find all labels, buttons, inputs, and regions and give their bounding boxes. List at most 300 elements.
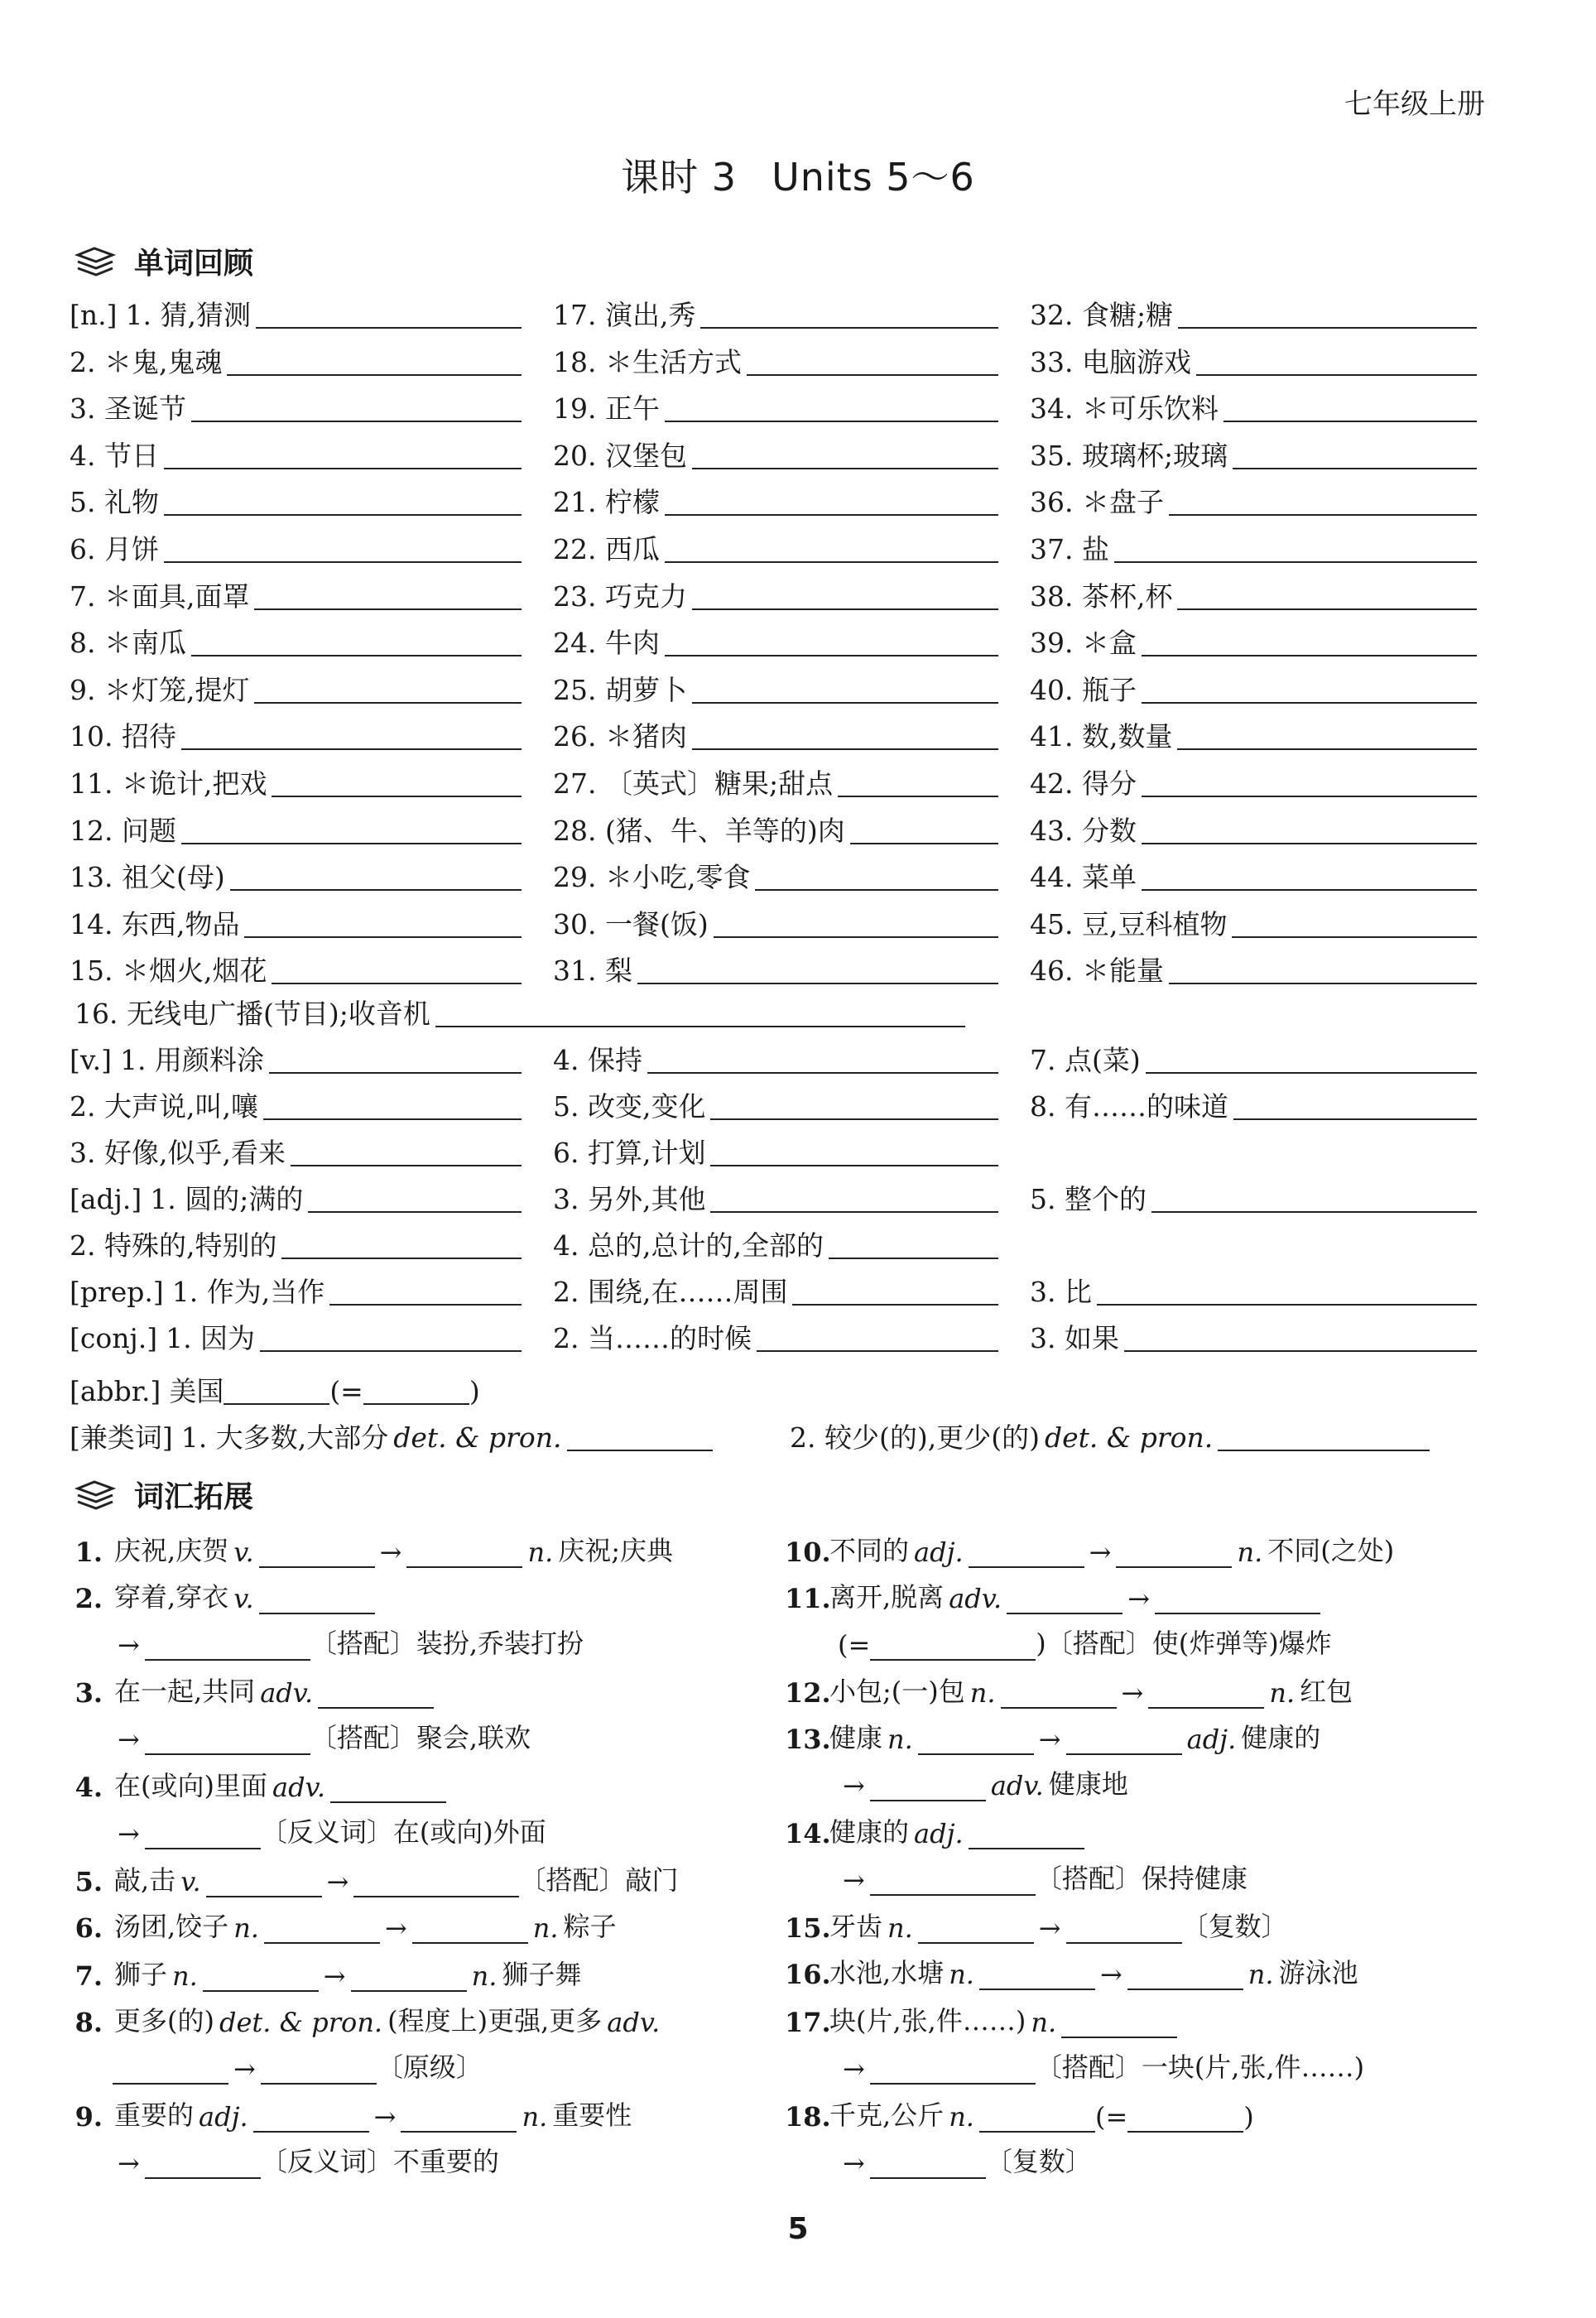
answer-blank[interactable] (351, 1965, 467, 1992)
answer-blank[interactable] (1001, 1682, 1117, 1709)
noun-prompt: 15. ＊烟火,烟花 (70, 955, 267, 988)
noun-item (553, 627, 998, 660)
item-text: 不同(之处) (1267, 1535, 1395, 1566)
noun-item (70, 533, 522, 565)
noun-item (553, 580, 998, 613)
conj-item (553, 1322, 998, 1354)
item-prompt: 1. 用颜料涂 (119, 1044, 264, 1076)
answer-blank[interactable] (1066, 1729, 1182, 1755)
item-text: 小包;(一)包 (829, 1676, 965, 1707)
category-label: [prep.] (70, 1276, 164, 1308)
extension-line (113, 2046, 483, 2085)
arrow-icon: → (843, 2053, 865, 2085)
answer-blank[interactable] (145, 1823, 261, 1849)
answer-blank[interactable] (230, 864, 522, 891)
answer-blank[interactable] (918, 1729, 1034, 1755)
noun-prompt: 45. 豆,豆科植物 (1030, 907, 1228, 940)
answer-blank[interactable] (191, 630, 522, 656)
section-vocab-review (75, 240, 253, 282)
answer-blank[interactable] (1169, 958, 1477, 984)
verb-item (70, 1137, 522, 1169)
item-number: 16. (785, 1959, 831, 1990)
answer-blank[interactable] (253, 2106, 369, 2133)
arrow-icon: → (1121, 1677, 1144, 1709)
answer-blank[interactable] (145, 1634, 310, 1661)
item-text: 红包 (1300, 1676, 1353, 1707)
answer-blank[interactable] (1155, 1588, 1320, 1614)
lesson-number: 课时 3 (621, 155, 738, 200)
answer-blank[interactable] (1142, 677, 1477, 704)
answer-blank[interactable] (1218, 1425, 1430, 1451)
item-text: (程度上)更强,更多 (387, 2005, 603, 2037)
item-text: 不同的 (829, 1535, 910, 1566)
noun-item (70, 301, 522, 329)
noun-16: 16. 无线电广播(节目);收音机 (75, 998, 430, 1030)
answer-blank[interactable] (1142, 864, 1477, 891)
answer-blank[interactable] (191, 396, 522, 422)
answer-blank[interactable] (281, 1233, 522, 1259)
pos-label: n. (949, 2101, 974, 2133)
item-number: 4. (75, 1772, 103, 1803)
item-prompt: 2. 围绕,在……周围 (553, 1276, 788, 1308)
pos-label: n. (1269, 1677, 1296, 1709)
extension-line (785, 1576, 1320, 1614)
adj-item (1030, 1185, 1477, 1213)
answer-blank[interactable] (181, 818, 522, 844)
item-text: 更多(的) (114, 2005, 214, 2037)
answer-blank[interactable] (164, 443, 522, 469)
answer-blank[interactable] (263, 1094, 522, 1120)
noun-prompt: 12. 问题 (70, 814, 176, 847)
answer-blank[interactable] (308, 1186, 522, 1213)
extension-line (785, 1906, 1288, 1944)
pos-label: adj. (914, 1537, 964, 1568)
item-number: 3. (75, 1677, 103, 1709)
answer-blank[interactable] (260, 1325, 522, 1352)
answer-blank[interactable] (412, 1917, 528, 1944)
noun-item (553, 673, 998, 706)
answer-blank[interactable] (1124, 1325, 1477, 1352)
prep-item (553, 1278, 998, 1306)
answer-blank[interactable] (710, 1140, 998, 1166)
noun-prompt: 3. 圣诞节 (70, 392, 186, 426)
noun-item (70, 814, 522, 847)
answer-blank[interactable] (1196, 349, 1477, 376)
answer-blank[interactable] (757, 1325, 998, 1352)
item-text: 块(片,张,件……) (829, 2005, 1026, 2037)
noun-prompt: 43. 分数 (1030, 814, 1137, 847)
answer-blank[interactable] (164, 489, 522, 516)
mixed-item-1: 1. 大多数,大部分 (180, 1421, 389, 1454)
noun-prompt: 40. 瓶子 (1030, 673, 1137, 706)
noun-item (1030, 345, 1477, 378)
noun-prompt: 28. (猪、牛、羊等的)肉 (553, 814, 845, 847)
arrow-icon: → (1038, 1912, 1061, 1944)
mixed-item-2: 2. 较少(的),更少(的) (790, 1421, 1040, 1454)
answer-blank[interactable] (329, 1279, 522, 1306)
item-text: 〔反义词〕在(或向)外面 (260, 1816, 546, 1848)
verb-item (553, 1090, 998, 1123)
conj-item (70, 1322, 522, 1354)
arrow-icon: → (384, 1912, 407, 1944)
answer-blank[interactable] (870, 1634, 1036, 1661)
noun-prompt: 27. 〔英式〕糖果;甜点 (553, 767, 834, 800)
answer-blank[interactable] (272, 958, 522, 984)
answer-blank[interactable] (747, 349, 998, 376)
answer-blank[interactable] (870, 2058, 1036, 2085)
item-text: 〔反义词〕不重要的 (260, 2146, 499, 2177)
item-number: 10. (785, 1537, 831, 1568)
answer-blank[interactable] (145, 1729, 310, 1755)
answer-blank[interactable] (254, 677, 522, 704)
noun-item (70, 627, 522, 660)
pos-label: adv. (272, 1772, 325, 1803)
noun-prompt: 26. ＊猪肉 (553, 720, 687, 753)
arrow-icon: → (1038, 1724, 1061, 1755)
answer-blank[interactable] (272, 771, 522, 797)
answer-blank[interactable] (1148, 1682, 1264, 1709)
answer-blank[interactable] (870, 1869, 1036, 1896)
answer-blank[interactable] (979, 2106, 1095, 2133)
verb-item (70, 1090, 522, 1123)
noun-item (70, 767, 522, 800)
item-text: 〔复数〕 (985, 2146, 1092, 2177)
answer-blank[interactable] (261, 2058, 377, 2085)
extension-line (838, 1858, 1247, 1896)
noun-prompt: 11. ＊诡计,把戏 (70, 767, 267, 800)
noun-prompt: 21. 柠檬 (553, 486, 660, 519)
item-text: 粽子 (563, 1911, 617, 1942)
answer-blank[interactable] (1223, 396, 1477, 422)
arrow-icon: → (379, 1537, 402, 1568)
noun-prompt: 37. 盐 (1030, 533, 1109, 565)
pos-label: v. (180, 1866, 201, 1897)
item-text: 重要性 (552, 2099, 632, 2131)
noun-prompt: 20. 汉堡包 (553, 439, 687, 472)
item-text: 健康地 (1048, 1768, 1128, 1800)
adj-item (553, 1185, 998, 1213)
answer-blank[interactable] (1233, 1094, 1477, 1120)
pos-label: adv. (949, 1583, 1002, 1614)
noun-item (553, 861, 998, 894)
item-text: )〔搭配〕使(炸弹等)爆炸 (1036, 1628, 1332, 1659)
answer-blank[interactable] (406, 1541, 522, 1568)
answer-blank[interactable] (181, 724, 522, 750)
item-text: 牙齿 (829, 1911, 883, 1942)
item-text: ) (1243, 2101, 1254, 2133)
noun-prompt: 7. ＊面具,面罩 (70, 580, 250, 613)
answer-blank[interactable] (829, 1233, 998, 1259)
prep-item (70, 1278, 522, 1306)
noun-item (1030, 955, 1477, 988)
item-prompt: 2. 当……的时候 (553, 1322, 752, 1354)
item-text: 狮子舞 (502, 1959, 582, 1990)
noun-item (70, 673, 522, 706)
pos-label: n. (1247, 1959, 1274, 1990)
extension-line (70, 1671, 434, 1709)
pos-label: n. (471, 1960, 498, 1992)
books-icon (75, 245, 116, 278)
item-prompt: 1. 作为,当作 (171, 1276, 325, 1308)
item-text: 游泳池 (1278, 1957, 1358, 1989)
answer-blank[interactable] (1169, 489, 1477, 516)
answer-blank[interactable] (244, 911, 522, 938)
noun-item (553, 533, 998, 565)
answer-blank[interactable] (870, 2152, 986, 2179)
page-title (0, 147, 1596, 202)
pos-label: det. & pron. (1044, 1421, 1214, 1454)
answer-blank[interactable] (1178, 302, 1477, 329)
answer-blank[interactable] (692, 677, 998, 704)
answer-blank[interactable] (637, 958, 998, 984)
item-prompt: 3. 如果 (1030, 1322, 1119, 1354)
noun-prompt: 17. 演出,秀 (553, 299, 696, 331)
books-icon (75, 1479, 116, 1512)
answer-blank[interactable] (1142, 818, 1477, 844)
answer-blank[interactable] (291, 1140, 522, 1166)
item-prompt: 2. 大声说,叫,嚷 (70, 1090, 258, 1123)
answer-blank[interactable] (692, 584, 998, 610)
noun-item (70, 439, 522, 472)
noun-item (70, 486, 522, 519)
noun-prompt: 9. ＊灯笼,提灯 (70, 673, 250, 706)
noun-prompt: 29. ＊小吃,零食 (553, 861, 751, 894)
answer-blank[interactable] (259, 1588, 375, 1614)
answer-blank[interactable] (1007, 1588, 1122, 1614)
item-text: 庆祝;庆典 (558, 1535, 674, 1566)
item-text: 在一起,共同 (114, 1676, 256, 1707)
item-text: 狮子 (114, 1959, 168, 1990)
answer-blank[interactable] (1142, 630, 1477, 656)
answer-blank[interactable] (692, 443, 998, 469)
noun-item (70, 907, 522, 940)
answer-blank[interactable] (979, 1964, 1095, 1990)
item-prompt: 8. 有……的味道 (1030, 1090, 1228, 1123)
answer-blank[interactable] (665, 396, 998, 422)
noun-prompt: 18. ＊生活方式 (553, 345, 742, 378)
answer-blank[interactable] (264, 1917, 380, 1944)
noun-item (70, 955, 522, 988)
answer-blank[interactable] (665, 630, 998, 656)
answer-blank[interactable] (700, 302, 998, 329)
answer-blank[interactable] (1097, 1279, 1477, 1306)
item-prompt: 3. 比 (1030, 1276, 1092, 1308)
item-number: 12. (785, 1677, 831, 1709)
arrow-icon: → (843, 1770, 865, 1801)
noun-prompt: 33. 电脑游戏 (1030, 345, 1191, 378)
item-prompt: 3. 另外,其他 (553, 1183, 706, 1215)
pos-label: det. & pron. (219, 2007, 383, 2038)
section-vocab-extension (75, 1474, 253, 1516)
prep-item (1030, 1278, 1477, 1306)
item-text: 千克,公斤 (829, 2099, 945, 2131)
verb-item (553, 1046, 998, 1074)
item-text: 〔搭配〕装扮,乔装打扮 (310, 1628, 584, 1659)
item-number: 9. (75, 2101, 103, 2133)
arrow-icon: → (373, 2101, 397, 2133)
noun-prompt: 35. 玻璃杯;玻璃 (1030, 439, 1228, 472)
arrow-icon: → (1099, 1959, 1122, 1990)
grade-label: 七年级上册 (1344, 88, 1485, 121)
noun-prompt: 31. 梨 (553, 955, 632, 988)
answer-blank[interactable] (256, 302, 522, 329)
item-text: 庆祝,庆贺 (114, 1535, 229, 1566)
noun-item (1030, 439, 1477, 472)
arrow-icon: → (326, 1866, 349, 1897)
category-mixed: [兼类词] (70, 1421, 173, 1454)
arrow-icon: → (1089, 1537, 1112, 1568)
arrow-icon: → (1127, 1583, 1151, 1614)
answer-blank[interactable] (145, 2152, 261, 2179)
answer-blank[interactable] (1116, 1541, 1232, 1568)
pos-label: n. (527, 1537, 554, 1568)
extension-line (113, 2141, 499, 2179)
answer-blank[interactable] (435, 1001, 965, 1027)
answer-blank[interactable] (164, 536, 522, 563)
pos-label: n. (233, 1912, 259, 1944)
extension-line (70, 2094, 632, 2133)
answer-blank[interactable] (206, 1871, 322, 1897)
item-text: 健康的 (829, 1816, 910, 1848)
noun-prompt: 23. 巧克力 (553, 580, 687, 613)
answer-blank[interactable] (850, 818, 998, 844)
extension-line (70, 1859, 678, 1897)
extension-line (785, 1811, 1084, 1849)
noun-prompt: 5. 礼物 (70, 486, 159, 519)
item-text: 〔搭配〕聚会,联欢 (310, 1722, 531, 1753)
noun-item (1030, 533, 1477, 565)
category-noun: [n.] (70, 299, 118, 331)
answer-blank[interactable] (1061, 2012, 1177, 2038)
answer-blank[interactable] (227, 349, 522, 376)
answer-blank[interactable] (792, 1279, 998, 1306)
noun-item (70, 580, 522, 613)
page-number: 5 (787, 2212, 809, 2246)
noun-prompt: 6. 月饼 (70, 533, 159, 565)
answer-blank[interactable] (1177, 724, 1477, 750)
noun-item (1030, 814, 1477, 847)
item-number: 2. (75, 1583, 103, 1614)
answer-blank[interactable] (330, 1777, 446, 1803)
answer-blank[interactable] (1151, 1186, 1477, 1213)
answer-blank[interactable] (567, 1425, 713, 1451)
item-text: 穿着,穿衣 (114, 1581, 229, 1613)
answer-blank[interactable] (1127, 2106, 1243, 2133)
noun-item (70, 392, 522, 426)
answer-blank[interactable] (203, 1965, 319, 1992)
category-label: [conj.] (70, 1322, 158, 1354)
answer-blank[interactable] (224, 1378, 329, 1405)
pos-label: adv. (990, 1770, 1044, 1801)
noun-item (1030, 301, 1477, 329)
answer-blank[interactable] (647, 1047, 998, 1074)
pos-label: n. (1237, 1537, 1263, 1568)
answer-blank[interactable] (113, 2058, 228, 2085)
noun-item (553, 301, 998, 329)
item-prompt: 3. 好像,似乎,看来 (70, 1137, 286, 1169)
answer-blank[interactable] (918, 1917, 1034, 1944)
noun-prompt: 4. 节日 (70, 439, 159, 472)
item-text: 健康 (829, 1722, 883, 1753)
answer-blank[interactable] (254, 584, 522, 610)
extension-line (70, 2000, 665, 2038)
item-text: (= (838, 1629, 871, 1661)
section-title: 词汇拓展 (134, 1480, 254, 1514)
extension-line (838, 1763, 1128, 1801)
item-number: 13. (785, 1724, 831, 1755)
answer-blank[interactable] (401, 2106, 517, 2133)
answer-blank[interactable] (353, 1871, 519, 1897)
item-number: 8. (75, 2007, 103, 2038)
answer-blank[interactable] (1233, 443, 1477, 469)
extension-line (785, 1952, 1358, 1990)
answer-blank[interactable] (259, 1541, 375, 1568)
answer-blank[interactable] (1232, 911, 1477, 938)
pos-label: n. (1031, 2007, 1057, 2038)
answer-blank[interactable] (714, 911, 998, 938)
extension-line (785, 2000, 1177, 2038)
answer-blank[interactable] (1127, 1964, 1243, 1990)
answer-blank[interactable] (318, 1682, 434, 1709)
adj-item (70, 1185, 522, 1213)
answer-blank[interactable] (1142, 771, 1477, 797)
answer-blank[interactable] (665, 489, 998, 516)
answer-blank[interactable] (755, 864, 998, 891)
pos-label: n. (522, 2101, 548, 2133)
answer-blank[interactable] (710, 1094, 998, 1120)
adj-item (553, 1229, 998, 1262)
noun-item (1030, 627, 1477, 660)
answer-blank[interactable] (1177, 584, 1477, 610)
extension-line (70, 1530, 673, 1568)
answer-blank[interactable] (1146, 1047, 1477, 1074)
extension-line (113, 1623, 584, 1661)
answer-blank[interactable] (710, 1186, 998, 1213)
pos-label: v. (233, 1583, 254, 1614)
item-prompt: 2. 特殊的,特别的 (70, 1229, 277, 1262)
pos-label: adv. (260, 1677, 314, 1709)
item-prompt: 4. 保持 (553, 1044, 642, 1076)
item-text: (= (1094, 2101, 1128, 2133)
answer-blank[interactable] (870, 1775, 986, 1801)
answer-blank[interactable] (969, 1541, 1084, 1568)
answer-blank[interactable] (269, 1047, 522, 1074)
answer-blank[interactable] (1066, 1917, 1182, 1944)
extension-line (70, 1576, 375, 1614)
item-number: 5. (75, 1866, 103, 1897)
arrow-icon: → (843, 2147, 865, 2179)
extension-line (838, 2141, 1092, 2179)
answer-blank[interactable] (665, 536, 998, 563)
noun-prompt: 1. 猜,猜测 (125, 299, 251, 331)
answer-blank[interactable] (1114, 536, 1477, 563)
answer-blank[interactable] (969, 1823, 1084, 1849)
arrow-icon: → (118, 1724, 140, 1755)
answer-blank[interactable] (838, 771, 998, 797)
pos-label: adv. (607, 2007, 661, 2038)
noun-prompt: 30. 一餐(饭) (553, 907, 709, 940)
answer-blank[interactable] (692, 724, 998, 750)
arrow-icon: → (118, 2147, 140, 2179)
answer-blank[interactable] (363, 1378, 469, 1405)
noun-prompt: 24. 牛肉 (553, 627, 660, 660)
pos-label: n. (172, 1960, 198, 1992)
category-label: [v.] (70, 1044, 112, 1076)
extension-line (838, 1623, 1332, 1661)
adj-item (70, 1229, 522, 1262)
item-text: 〔搭配〕敲门 (519, 1864, 679, 1896)
extension-line (785, 2094, 1254, 2133)
